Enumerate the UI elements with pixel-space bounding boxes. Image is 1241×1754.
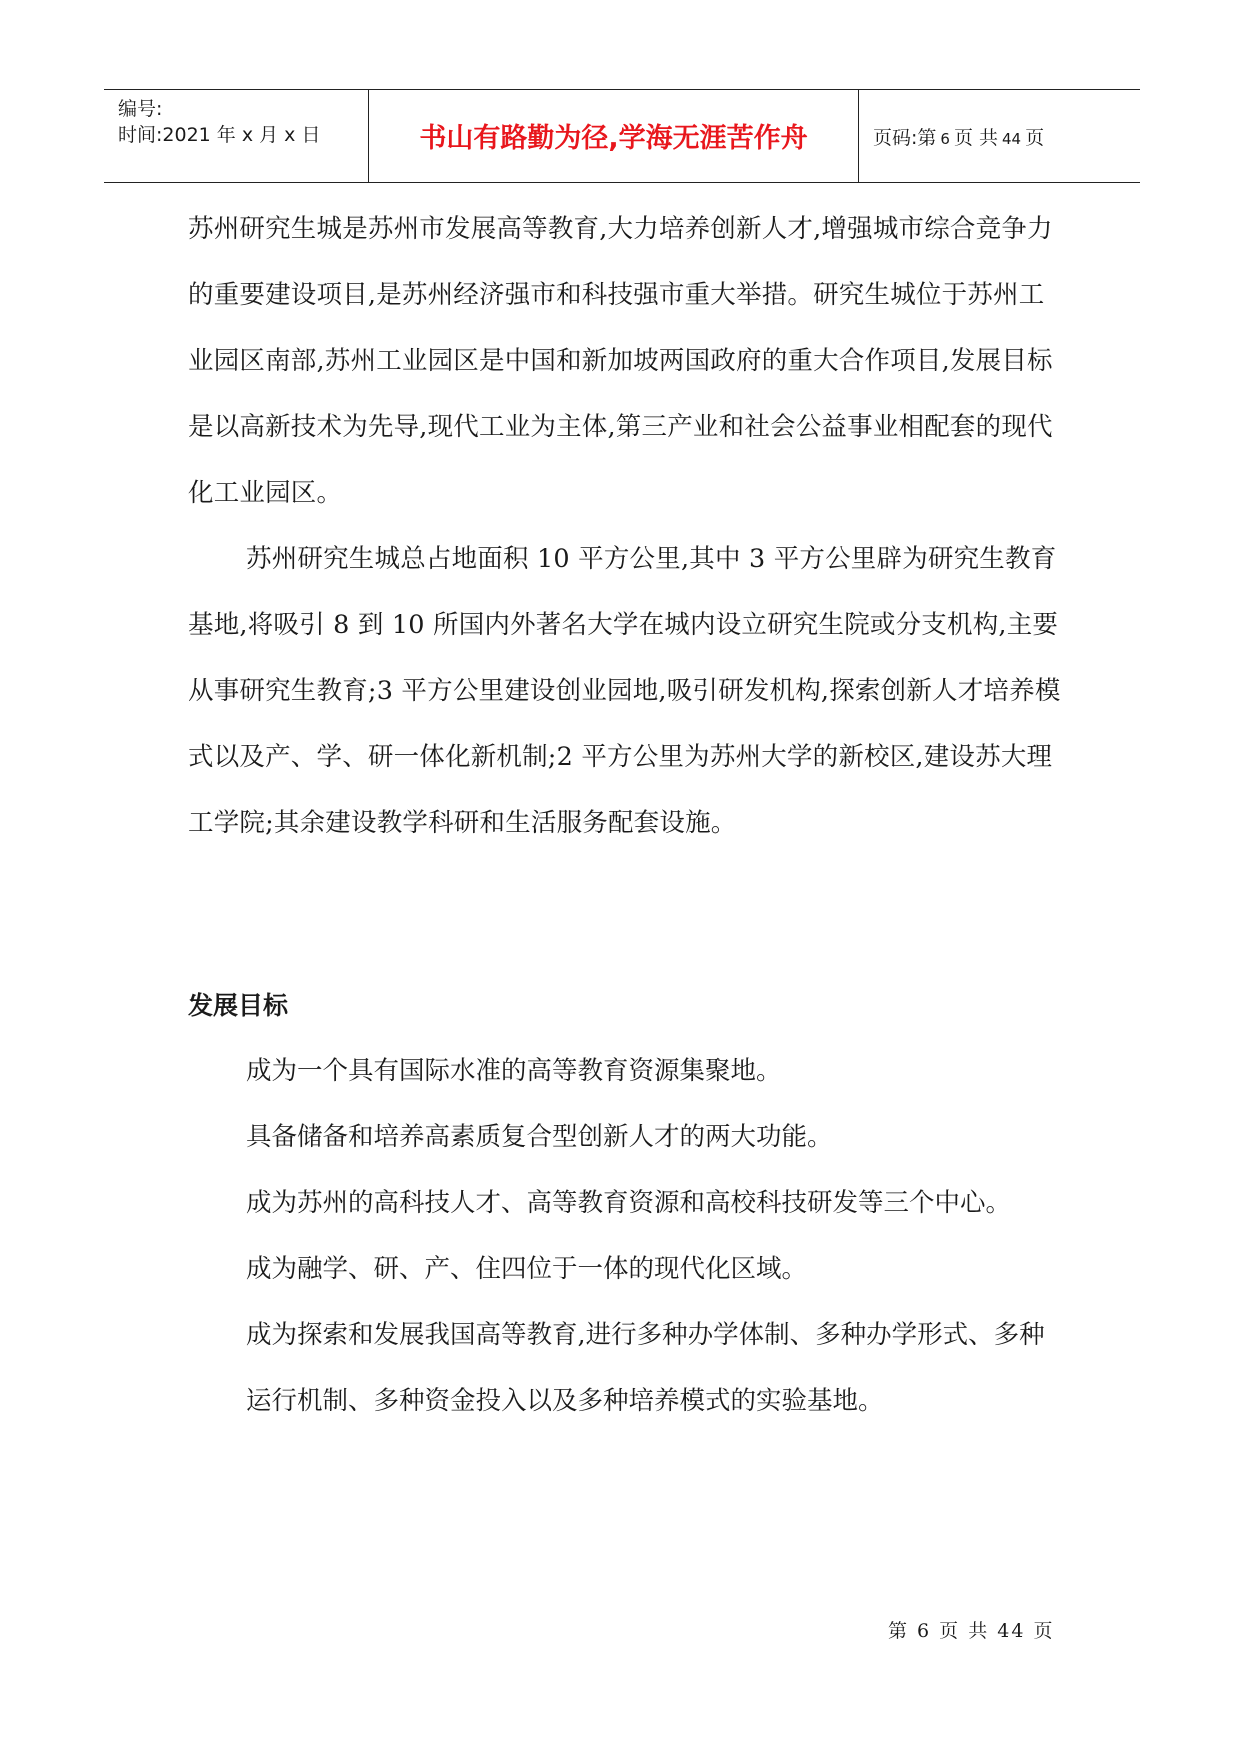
page-number: 6	[940, 130, 950, 148]
section-title-goals: 发展目标	[188, 991, 289, 1020]
goal-item: 成为探索和发展我国高等教育,进行多种办学体制、多种办学形式、多种运行机制、多种资金投入以及多种培养模式的实验基地。	[246, 1320, 1045, 1416]
document-body	[188, 196, 1068, 1416]
goal-item: 具备储备和培养高素质复合型创新人才的两大功能。	[246, 1122, 833, 1152]
paragraph-area: 苏州研究生城总占地面积 10 平方公里,其中 3 平方公里辟为研究生教育基地,将吸引 8 到 10 所国内外著名大学在城内设立研究生院或分支机构,主要从事研究生教育;3 平方公里建设创业园地,吸引研发机构,探索创新人才培养模式以及产、学、研一体化新机制;2 平方公里为苏州大学的新校区,建设苏大理工学院;其余建设教学科研和生活服务配套设施。	[188, 544, 1061, 838]
header-meta-cell	[104, 90, 369, 182]
page-total: 44	[1002, 130, 1022, 148]
header-motto: 书山有路勤为径,学海无涯苦作舟	[419, 123, 808, 154]
goal-item: 成为一个具有国际水准的高等教育资源集聚地。	[246, 1056, 782, 1086]
header-motto-cell	[369, 90, 859, 182]
serial-label: 编号:	[118, 98, 163, 120]
goals-list	[246, 1038, 1066, 1434]
goal-item: 成为融学、研、产、住四位于一体的现代化区域。	[246, 1254, 808, 1284]
goal-item: 成为苏州的高科技人才、高等教育资源和高校科技研发等三个中心。	[246, 1188, 1012, 1218]
page-prefix: 页码:第	[873, 127, 937, 149]
paragraph-area-block	[188, 526, 1068, 856]
paragraph-intro: 苏州研究生城是苏州市发展高等教育,大力培养创新人才,增强城市综合竞争力的重要建设项目,是苏州经济强市和科技强市重大举措。研究生城位于苏州工业园区南部,苏州工业园区是中国和新加坡两国政府的重大合作项目,发展目标是以高新技术为先导,现代工业为主体,第三产业和社会公益事业相配套的现代化工业园区。	[188, 214, 1053, 508]
page-footer: 第 6 页 共 44 页	[888, 1620, 1055, 1642]
page-suffix: 页	[1025, 127, 1045, 149]
document-header	[104, 89, 1140, 183]
header-page-cell	[859, 90, 1140, 182]
header-page-info	[873, 123, 1044, 150]
page-mid: 页 共	[953, 127, 998, 149]
time-label: 时间:2021 年 x 月 x 日	[118, 124, 321, 146]
